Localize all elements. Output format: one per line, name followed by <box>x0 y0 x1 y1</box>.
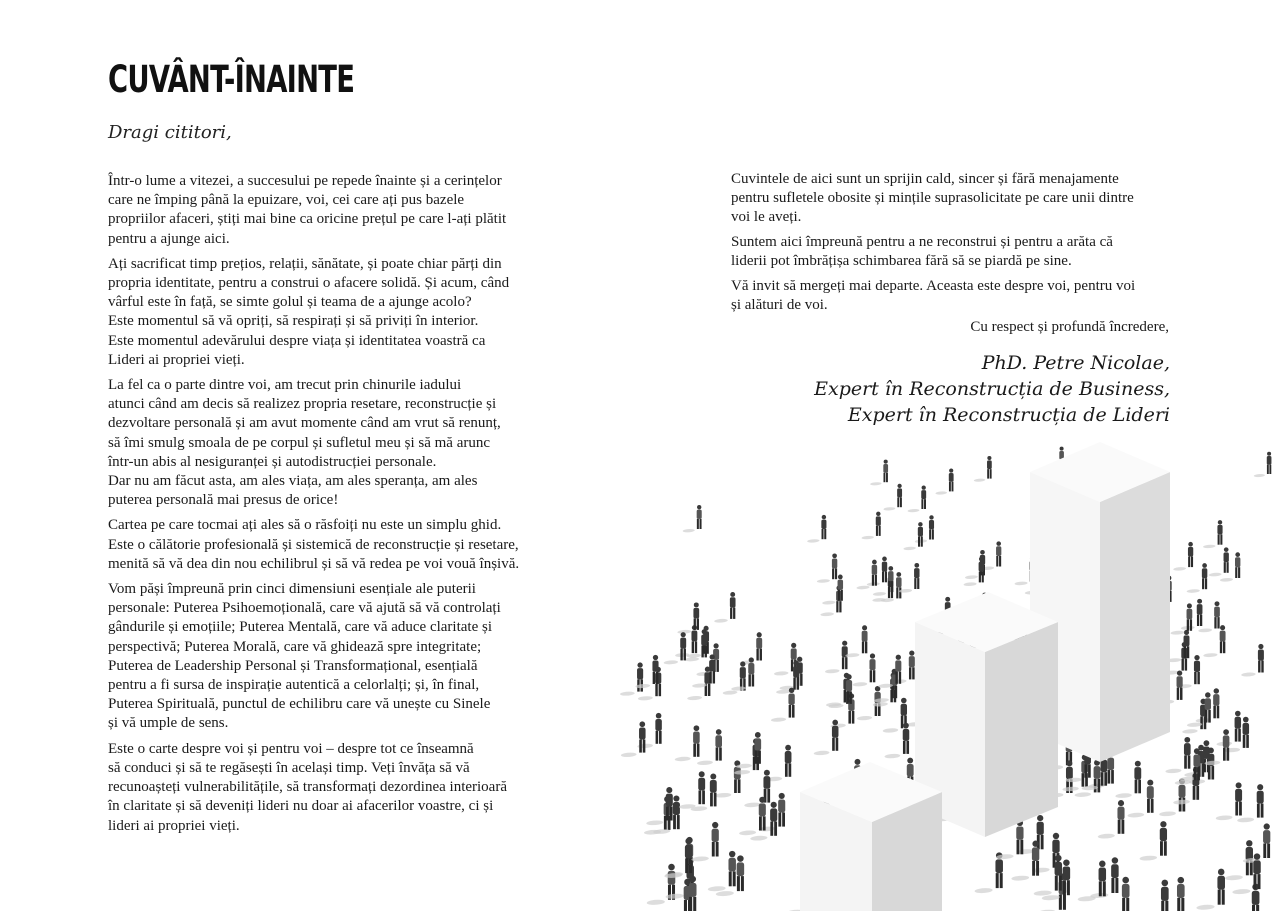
signature-title: Expert în Reconstrucția de Lideri <box>847 404 1170 426</box>
person-figure <box>713 592 736 623</box>
person-figure <box>860 512 881 540</box>
person-figure <box>663 838 693 878</box>
person-figure <box>851 653 875 686</box>
paragraph: Este o carte despre voi și pentru voi – despre tot ce înseamnă să conduci și să te regăsești în același timp. Veți învăța să vă recunoașteți vulnerabilitățile, să transformați dezordinea interioară în claritate și să deveniți lideri nu doar ai afacerilor voastre, ci și lideri ai propriei vieți. <box>108 740 507 834</box>
paragraph: Ați sacrificat timp prețios, relații, sănătate, și poate chiar părți din propria identitate, pentru a construi o afacere solidă. Și acum, când vârful este în față, se simte golul și teama de a ajunge acolo? Este momentul să vă opriți, să respirați și să priviți în interior. Este momentul adevărului despre viața și identitatea voastră ca Lideri ai propriei vieți. <box>108 255 510 368</box>
person-figure <box>1061 754 1088 791</box>
paragraph: Cartea pe care tocmai ați ales să o răsfoiți nu este un simplu ghid. Este o călătorie profesională și sistemică de reconstrucție și resetare, menită să vă dea din nou echilibrul și să vă redea pe voi vouă înșivă. <box>108 517 520 572</box>
paragraph: La fel ca o parte dintre voi, am trecut prin chinurile iadului atunci când am decis să realizez propria resetare, reconstrucție și dezvoltare personală și am avut momente când am vrut să renunț, să îmi smulg smoala de pe corpul și sufletul meu și să mă arunc într-un abis al nesiguranței și autodistrucției personale. Dar nu am făcut asta, am ales viața, am ales speranța, am ales puterea personală mai presus de orice! <box>108 377 501 509</box>
person-figure <box>1195 869 1225 910</box>
person-figure <box>877 655 902 688</box>
person-figure <box>1202 520 1223 548</box>
person-figure <box>1169 603 1192 634</box>
person-figure <box>743 770 771 807</box>
person-figure <box>882 484 902 511</box>
paragraph: Suntem aici împreună pentru a ne reconstrui și pentru a arăta că liderii pot îmbrățișa schimbarea fără să se piardă pe sine. <box>731 234 1113 269</box>
paragraph: Cuvintele de aici sunt un sprijin cald, sincer și fără menajamente pentru sufletele obosite și mințile suprasolicitate pe care unii dintre voi le aveți. <box>731 171 1134 225</box>
person-figure <box>645 787 673 825</box>
person-figure <box>1114 761 1142 798</box>
person-figure <box>1219 552 1241 581</box>
closing-line: Cu respect și profundă încredere, <box>970 319 1169 335</box>
paragraph: Într-o lume a vitezei, a succesului pe repede înainte și a cerințelor care ne împing până la epuizare, voi, cei care ați pus bazele propriilor afaceri, știți mai bine ca oricine prețul pe care l-ați plătit pentru a ajunge aici. <box>108 173 507 247</box>
left-text-column <box>108 172 548 842</box>
bar-short <box>800 762 942 911</box>
chapter-heading: CUVÂNT-ÎNAINTE <box>108 58 355 101</box>
person-figure <box>1138 821 1167 860</box>
person-figure <box>619 721 645 757</box>
person-figure <box>662 632 686 664</box>
person-figure <box>676 602 699 633</box>
right-page <box>640 0 1280 911</box>
person-figure <box>824 641 848 674</box>
person-figure <box>973 456 992 482</box>
person-figure <box>816 553 838 582</box>
person-figure <box>1185 563 1207 593</box>
person-figure <box>934 469 953 495</box>
person-figure <box>1240 644 1264 677</box>
person-figure <box>1207 547 1228 576</box>
person-figure <box>1138 880 1169 911</box>
person-figure <box>773 643 797 676</box>
signature-name: PhD. Petre Nicolae, <box>981 352 1170 374</box>
paragraph: Vă invit să mergeți mai departe. Aceasta este despre voi, pentru voi și alături de voi. <box>731 278 1136 313</box>
person-figure <box>764 745 791 782</box>
person-figure <box>686 667 711 701</box>
person-figure <box>1214 782 1242 820</box>
paragraph: Vom păși împreună prin cinci dimensiuni esențiale ale puterii personale: Puterea Psihoemoțională, care vă ajută să vă controlați gândurile și emoțiile; Puterea Mentală, care vă aduce claritate și perspectivă; Puterea Morală, care vă ghidează spre integritate; Puterea de Leadership Personal și Transformațional, esențială pentru a fi sursa de inspirație autentică a celorlalți; și, în final, Puterea Spirituală, punctul de echilibru care vă unește cu Sinele și vă umple de sens. <box>108 581 501 732</box>
person-figure <box>962 557 984 586</box>
person-figure <box>1096 800 1124 838</box>
person-figure <box>673 725 700 761</box>
person-figure <box>1253 452 1272 477</box>
person-figure <box>1172 542 1193 571</box>
crowd-and-bar-chart-illustration <box>570 432 1280 911</box>
person-figure <box>677 771 705 808</box>
person-figure <box>812 720 838 756</box>
person-figure <box>821 574 843 604</box>
person-figure <box>681 505 701 532</box>
person-figure <box>914 515 935 543</box>
person-figure <box>619 662 644 695</box>
person-figure <box>690 822 719 861</box>
person-figure <box>737 797 765 835</box>
person-figure <box>1164 737 1191 773</box>
signature-title: Expert în Reconstrucția de Business, <box>814 378 1170 400</box>
person-figure <box>706 851 736 891</box>
person-figure <box>1154 877 1185 911</box>
person-figure <box>1010 841 1040 881</box>
person-figure <box>855 560 877 590</box>
signature-block <box>814 350 1170 428</box>
person-figure <box>902 522 923 550</box>
right-text-column <box>731 170 1171 321</box>
person-figure <box>883 723 909 759</box>
greeting: Dragi cititori, <box>108 122 232 143</box>
person-figure <box>906 486 926 513</box>
person-figure <box>825 673 850 707</box>
person-figure <box>806 515 827 543</box>
person-figure <box>869 460 888 486</box>
person-figure <box>1181 699 1207 734</box>
